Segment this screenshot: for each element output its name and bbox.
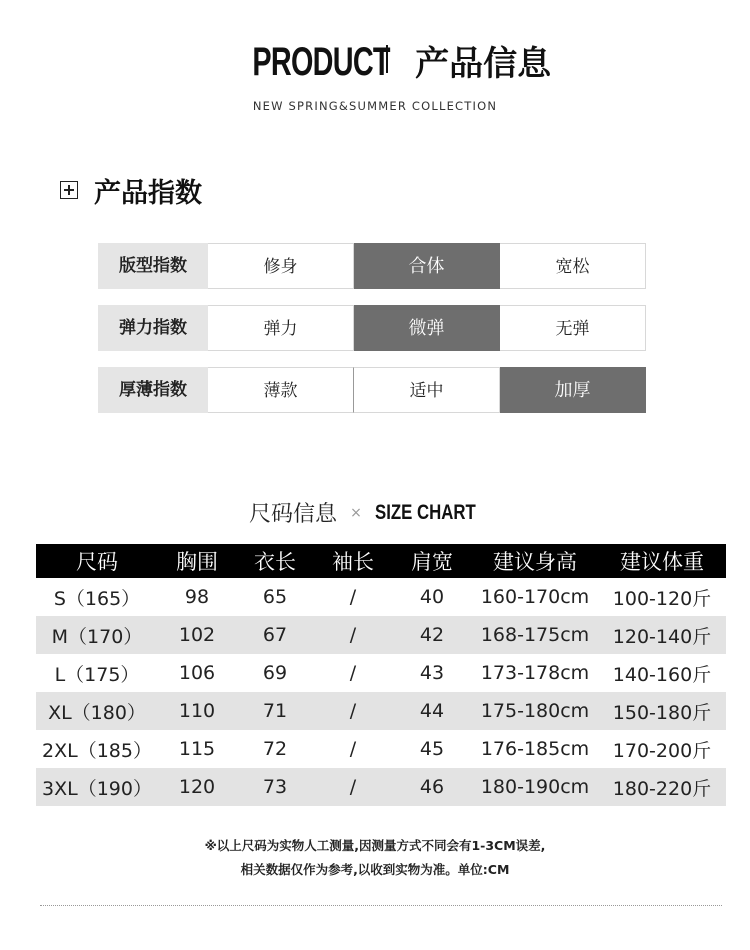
table-cell: 150-180斤 [598, 692, 726, 730]
table-cell: 106 [178, 662, 216, 684]
table-cell: 46 [392, 768, 472, 806]
index-option: 弹力 [208, 305, 354, 351]
size-chart-title [0, 497, 750, 528]
table-cell: 73 [236, 768, 314, 806]
table-cell: 72 [262, 738, 288, 760]
size-chart-title-chinese: 尺码信息 [249, 502, 338, 527]
index-option: 无弹 [500, 305, 646, 351]
table-row [36, 654, 726, 692]
reference-note: 相关数据仅作为参考,以收到实物为准。单位:CM [240, 862, 510, 877]
table-cell: 120 [158, 768, 236, 806]
column-header: 袖长 [314, 544, 392, 578]
dotted-divider [40, 905, 722, 906]
page-title [0, 38, 750, 88]
table-cell: M（170） [36, 616, 158, 654]
column-header: 建议身高 [472, 544, 598, 578]
table-cell: 65 [262, 586, 288, 608]
index-section-header [60, 170, 202, 210]
table-cell: 71 [236, 692, 314, 730]
table-cell: 42 [392, 616, 472, 654]
table-row [36, 578, 726, 616]
table-row [36, 616, 726, 654]
table-cell: / [349, 662, 357, 684]
title-chinese: 产品信息 [415, 44, 552, 84]
index-option: 薄款 [208, 367, 354, 413]
size-table [36, 544, 726, 806]
table-cell: 176-185cm [480, 738, 590, 760]
index-option: 修身 [208, 243, 354, 289]
table-cell: 173-178cm [480, 662, 590, 684]
column-header: 衣长 [236, 544, 314, 578]
table-cell: 115 [178, 738, 216, 760]
index-option: 适中 [354, 367, 500, 413]
table-row [36, 730, 726, 768]
table-cell: 69 [262, 662, 288, 684]
table-cell: 120-140斤 [598, 616, 726, 654]
table-cell: 160-170cm [480, 586, 590, 608]
table-cell: 102 [158, 616, 236, 654]
table-cell: 40 [419, 586, 445, 608]
table-cell: 180-220斤 [598, 768, 726, 806]
index-option-selected: 合体 [354, 243, 500, 289]
index-row-elasticity [98, 305, 646, 351]
table-cell: 180-190cm [472, 768, 598, 806]
column-header: 胸围 [158, 544, 236, 578]
title-english: PRODUCT [252, 40, 390, 84]
table-cell: 110 [158, 692, 236, 730]
title-separator: × [350, 504, 362, 521]
column-header: 建议体重 [598, 544, 726, 578]
table-cell: 175-180cm [472, 692, 598, 730]
table-cell: 3XL（190） [36, 768, 158, 806]
table-cell: XL（180） [36, 692, 158, 730]
table-cell: 45 [419, 738, 445, 760]
table-cell: 43 [419, 662, 445, 684]
table-cell: / [349, 738, 357, 760]
measurement-note: ※以上尺码为实物人工测量,因测量方式不同会有1-3CM误差, [204, 838, 546, 853]
index-row-label: 弹力指数 [98, 305, 208, 351]
size-chart-title-english: SIZE CHART [374, 500, 476, 524]
table-cell: S（165） [53, 587, 141, 610]
table-cell: / [314, 616, 392, 654]
table-cell: 168-175cm [472, 616, 598, 654]
column-header: 肩宽 [392, 544, 472, 578]
index-option: 宽松 [500, 243, 646, 289]
table-cell: 100-120斤 [612, 587, 712, 610]
table-row [36, 768, 726, 806]
index-option-selected: 加厚 [500, 367, 646, 413]
index-section-title: 产品指数 [94, 177, 202, 209]
table-cell: 140-160斤 [612, 663, 712, 686]
table-cell: L（175） [54, 663, 140, 686]
index-row-thickness [98, 367, 646, 413]
index-row-label: 版型指数 [98, 243, 208, 289]
table-cell: 170-200斤 [612, 739, 712, 762]
column-header: 尺码 [36, 544, 158, 578]
index-row-label: 厚薄指数 [98, 367, 208, 413]
table-cell: / [314, 768, 392, 806]
table-cell: / [314, 692, 392, 730]
table-cell: 2XL（185） [42, 739, 152, 762]
index-option-selected: 微弹 [354, 305, 500, 351]
collection-subtitle: NEW SPRING&SUMMER COLLECTION [252, 99, 498, 113]
index-row-fit [98, 243, 646, 289]
table-row [36, 692, 726, 730]
size-table-header-row [36, 544, 726, 578]
table-cell: 44 [392, 692, 472, 730]
table-cell: 98 [184, 586, 210, 608]
table-cell: 67 [236, 616, 314, 654]
plus-box-icon [60, 181, 78, 199]
table-cell: / [349, 586, 357, 608]
